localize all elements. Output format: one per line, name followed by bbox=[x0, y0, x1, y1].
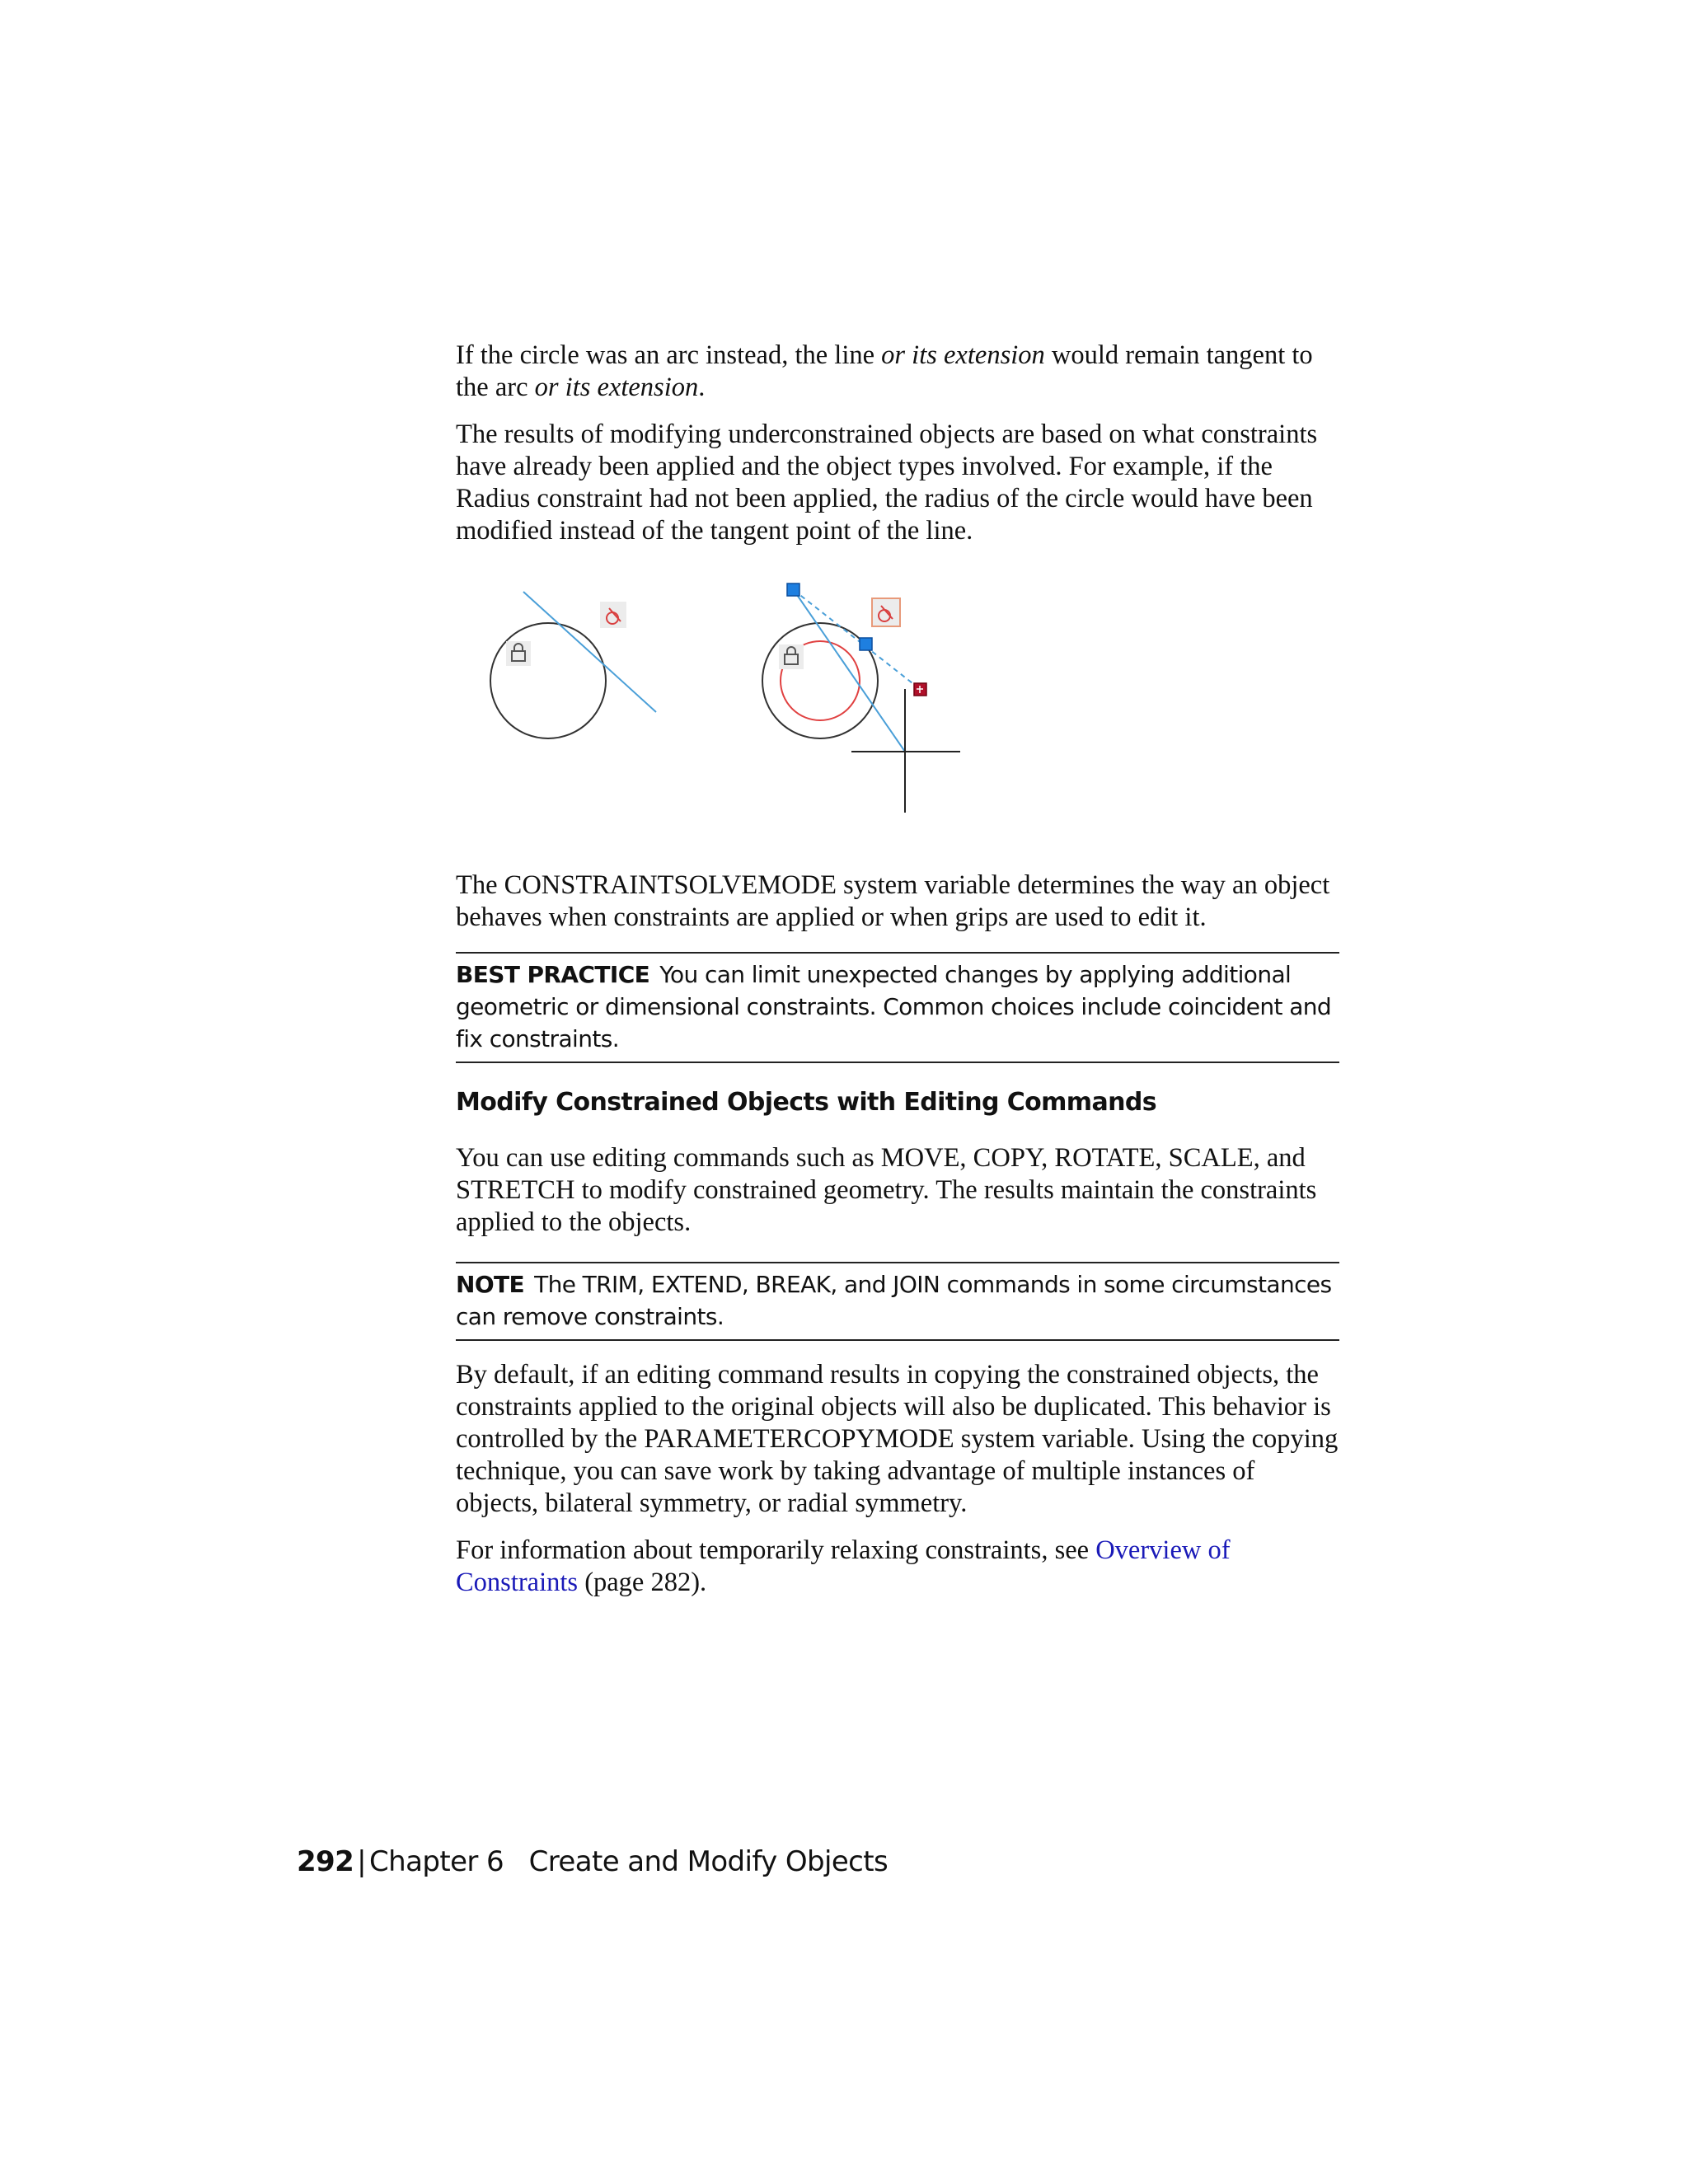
text-run: (page 282). bbox=[578, 1568, 707, 1597]
text-run: . bbox=[698, 373, 706, 402]
lock-icon bbox=[779, 644, 804, 669]
paragraph-editing-commands: You can use editing commands such as MOVE, COPY, ROTATE, SCALE, and STRETCH to modify constrained geometry. The results maintain the constraints applied to the objects. bbox=[456, 1143, 1317, 1237]
italic-text: or its extension bbox=[881, 340, 1045, 370]
after-drawing bbox=[762, 583, 960, 813]
section-heading: Modify Constrained Objects with Editing Commands bbox=[456, 1088, 1157, 1117]
note-text: The TRIM, EXTEND, BREAK, and JOIN commands in some circumstances can remove constraints. bbox=[456, 1271, 1332, 1330]
paragraph-arc-tangent bbox=[456, 340, 1339, 404]
overview-of-constraints-link[interactable]: Overview of Constraints bbox=[456, 1535, 1231, 1597]
midpoint-grip[interactable] bbox=[860, 638, 872, 650]
figure-illustration bbox=[456, 565, 983, 867]
rubber-band-line bbox=[794, 590, 920, 689]
page-content bbox=[456, 340, 1339, 1599]
lock-icon bbox=[506, 641, 531, 666]
original-circle bbox=[490, 623, 606, 738]
best-practice-callout bbox=[456, 952, 1339, 1063]
note-label: NOTE bbox=[456, 1271, 525, 1298]
paragraph-relaxing bbox=[456, 1535, 1339, 1599]
chapter-label: Chapter 6 bbox=[369, 1845, 504, 1878]
tangent-icon bbox=[872, 598, 900, 626]
footer-separator: | bbox=[357, 1845, 367, 1878]
tangent-icon bbox=[600, 602, 626, 628]
constraint-figure bbox=[456, 565, 1339, 867]
paragraph-copy-behavior: By default, if an editing command results in copying the constrained objects, the constraints applied to the original objects will also be duplicated. This behavior is controlled by the PARAMETERCOPYMODE system variable. Using the copying technique, you can save work by taking advantage of multiple instances of objects, bilateral symmetry, or radial symmetry. bbox=[456, 1360, 1339, 1518]
tangent-line bbox=[523, 592, 656, 712]
endpoint-grip[interactable] bbox=[787, 583, 799, 596]
italic-text: or its extension bbox=[534, 373, 699, 402]
chapter-title: Create and Modify Objects bbox=[528, 1845, 889, 1878]
note-callout bbox=[456, 1262, 1339, 1341]
paragraph-underconstrained: The results of modifying underconstrained objects are based on what constraints have already been applied and the object types involved. For example, if the Radius constraint had not been applied, the radius of the circle would have been modified instead of the tangent point of the line. bbox=[456, 419, 1318, 546]
text-run: If the circle was an arc instead, the line bbox=[456, 340, 882, 370]
best-practice-text: You can limit unexpected changes by applying additional geometric or dimensional constraints. Common choices include coincident and fix constraints. bbox=[456, 961, 1332, 1052]
before-drawing bbox=[490, 592, 656, 738]
page-footer bbox=[297, 1844, 888, 1880]
page-number: 292 bbox=[297, 1845, 354, 1878]
paragraph-solvemode: The CONSTRAINTSOLVEMODE system variable determines the way an object behaves when constraints are applied or when grips are used to edit it. bbox=[456, 870, 1330, 932]
text-run: For information about temporarily relaxing constraints, see bbox=[456, 1535, 1096, 1565]
best-practice-label: BEST PRACTICE bbox=[456, 961, 650, 988]
text-run: would remain tangent to the arc bbox=[456, 340, 1313, 402]
